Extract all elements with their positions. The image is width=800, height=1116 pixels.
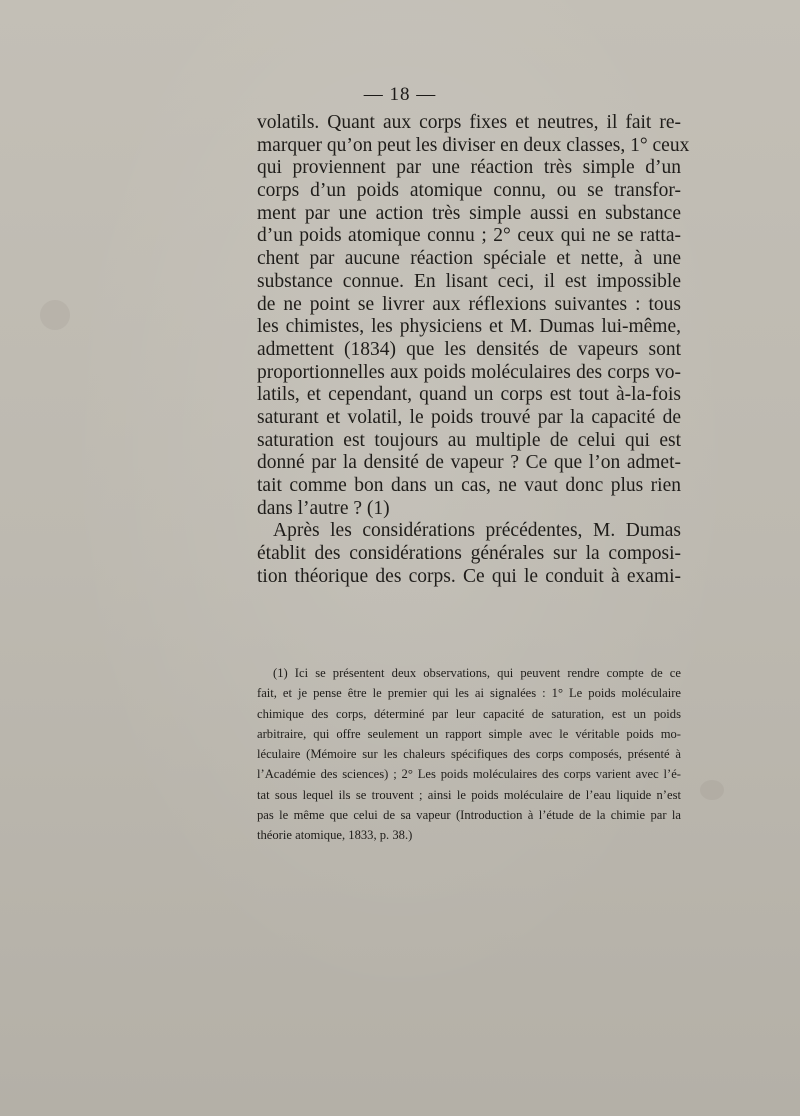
text-line: donné par la densité de vapeur ? Ce que l’on admet- [257, 452, 681, 474]
text-line: latils, et cependant, quand un corps est tout à-la-fois [257, 384, 681, 406]
footnote-line: l’Académie des sciences) ; 2° Les poids moléculaires des corps varient avec l’é- [257, 767, 681, 782]
text-line: marquer qu’on peut les diviser en deux classes, 1° ceux [257, 134, 690, 156]
text-line: établit des considérations générales sur la composi- [257, 543, 681, 565]
text-line: chent par aucune réaction spéciale et nette, à une [257, 248, 681, 270]
footnote-line: (1) Ici se présentent deux observations, qui peuvent rendre compte de ce [273, 666, 681, 680]
text-line: saturant et volatil, le poids trouvé par la capacité de [257, 406, 681, 428]
footnote-block [257, 663, 681, 846]
footnote-line: tat sous lequel ils se trouvent ; ainsi le poids moléculaire de l’eau liquide n’est [257, 787, 681, 802]
page-number: — 18 — [363, 84, 437, 105]
text-line: tait comme bon dans un cas, ne vaut donc plus rien [257, 475, 681, 496]
text-line: ment par une action très simple aussi en substance [257, 202, 681, 224]
text-line: admettent (1834) que les densités de vapeurs sont [257, 338, 681, 360]
main-text-block [257, 112, 690, 588]
text-line: d’un poids atomique connu ; 2° ceux qui ne se ratta- [257, 225, 681, 247]
text-line: saturation est toujours au multiple de celui qui est [257, 429, 681, 451]
footnote-line: pas le même que celui de sa vapeur (Introduction à l’étude de la chimie par la [257, 808, 681, 823]
footnote-line: léculaire (Mémoire sur les chaleurs spécifiques des corps composés, présenté à [257, 747, 681, 762]
footnote-line: chimique des corps, déterminé par leur capacité de saturation, est un poids [257, 706, 681, 721]
text-line: les chimistes, les physiciens et M. Dumas lui-même, [257, 316, 681, 338]
paper-stain [700, 780, 724, 800]
text-line: de ne point se livrer aux réflexions suivantes : tous [257, 293, 681, 315]
text-line: substance connue. En lisant ceci, il est impossible [257, 270, 681, 292]
paper-stain [40, 300, 70, 330]
text-line: proportionnelles aux poids moléculaires des corps vo- [257, 361, 681, 383]
text-line: tion théorique des corps. Ce qui le conduit à exami- [257, 565, 681, 587]
footnote-line: arbitraire, qui offre seulement un rapport simple avec le véritable poids mo- [257, 726, 681, 741]
text-line: corps d’un poids atomique connu, ou se transfor- [257, 180, 681, 202]
footnote-line: fait, et je pense être le premier qui les ai signalées : 1° Le poids moléculaire [257, 686, 681, 701]
text-line: volatils. Quant aux corps fixes et neutres, il fait re- [257, 112, 681, 133]
footnote-line: théorie atomique, 1833, p. 38.) [257, 828, 413, 843]
text-line: Après les considérations précédentes, M. Dumas [273, 520, 681, 542]
text-line: dans l’autre ? (1) [257, 497, 390, 519]
text-line: qui proviennent par une réaction très simple d’un [257, 157, 681, 179]
